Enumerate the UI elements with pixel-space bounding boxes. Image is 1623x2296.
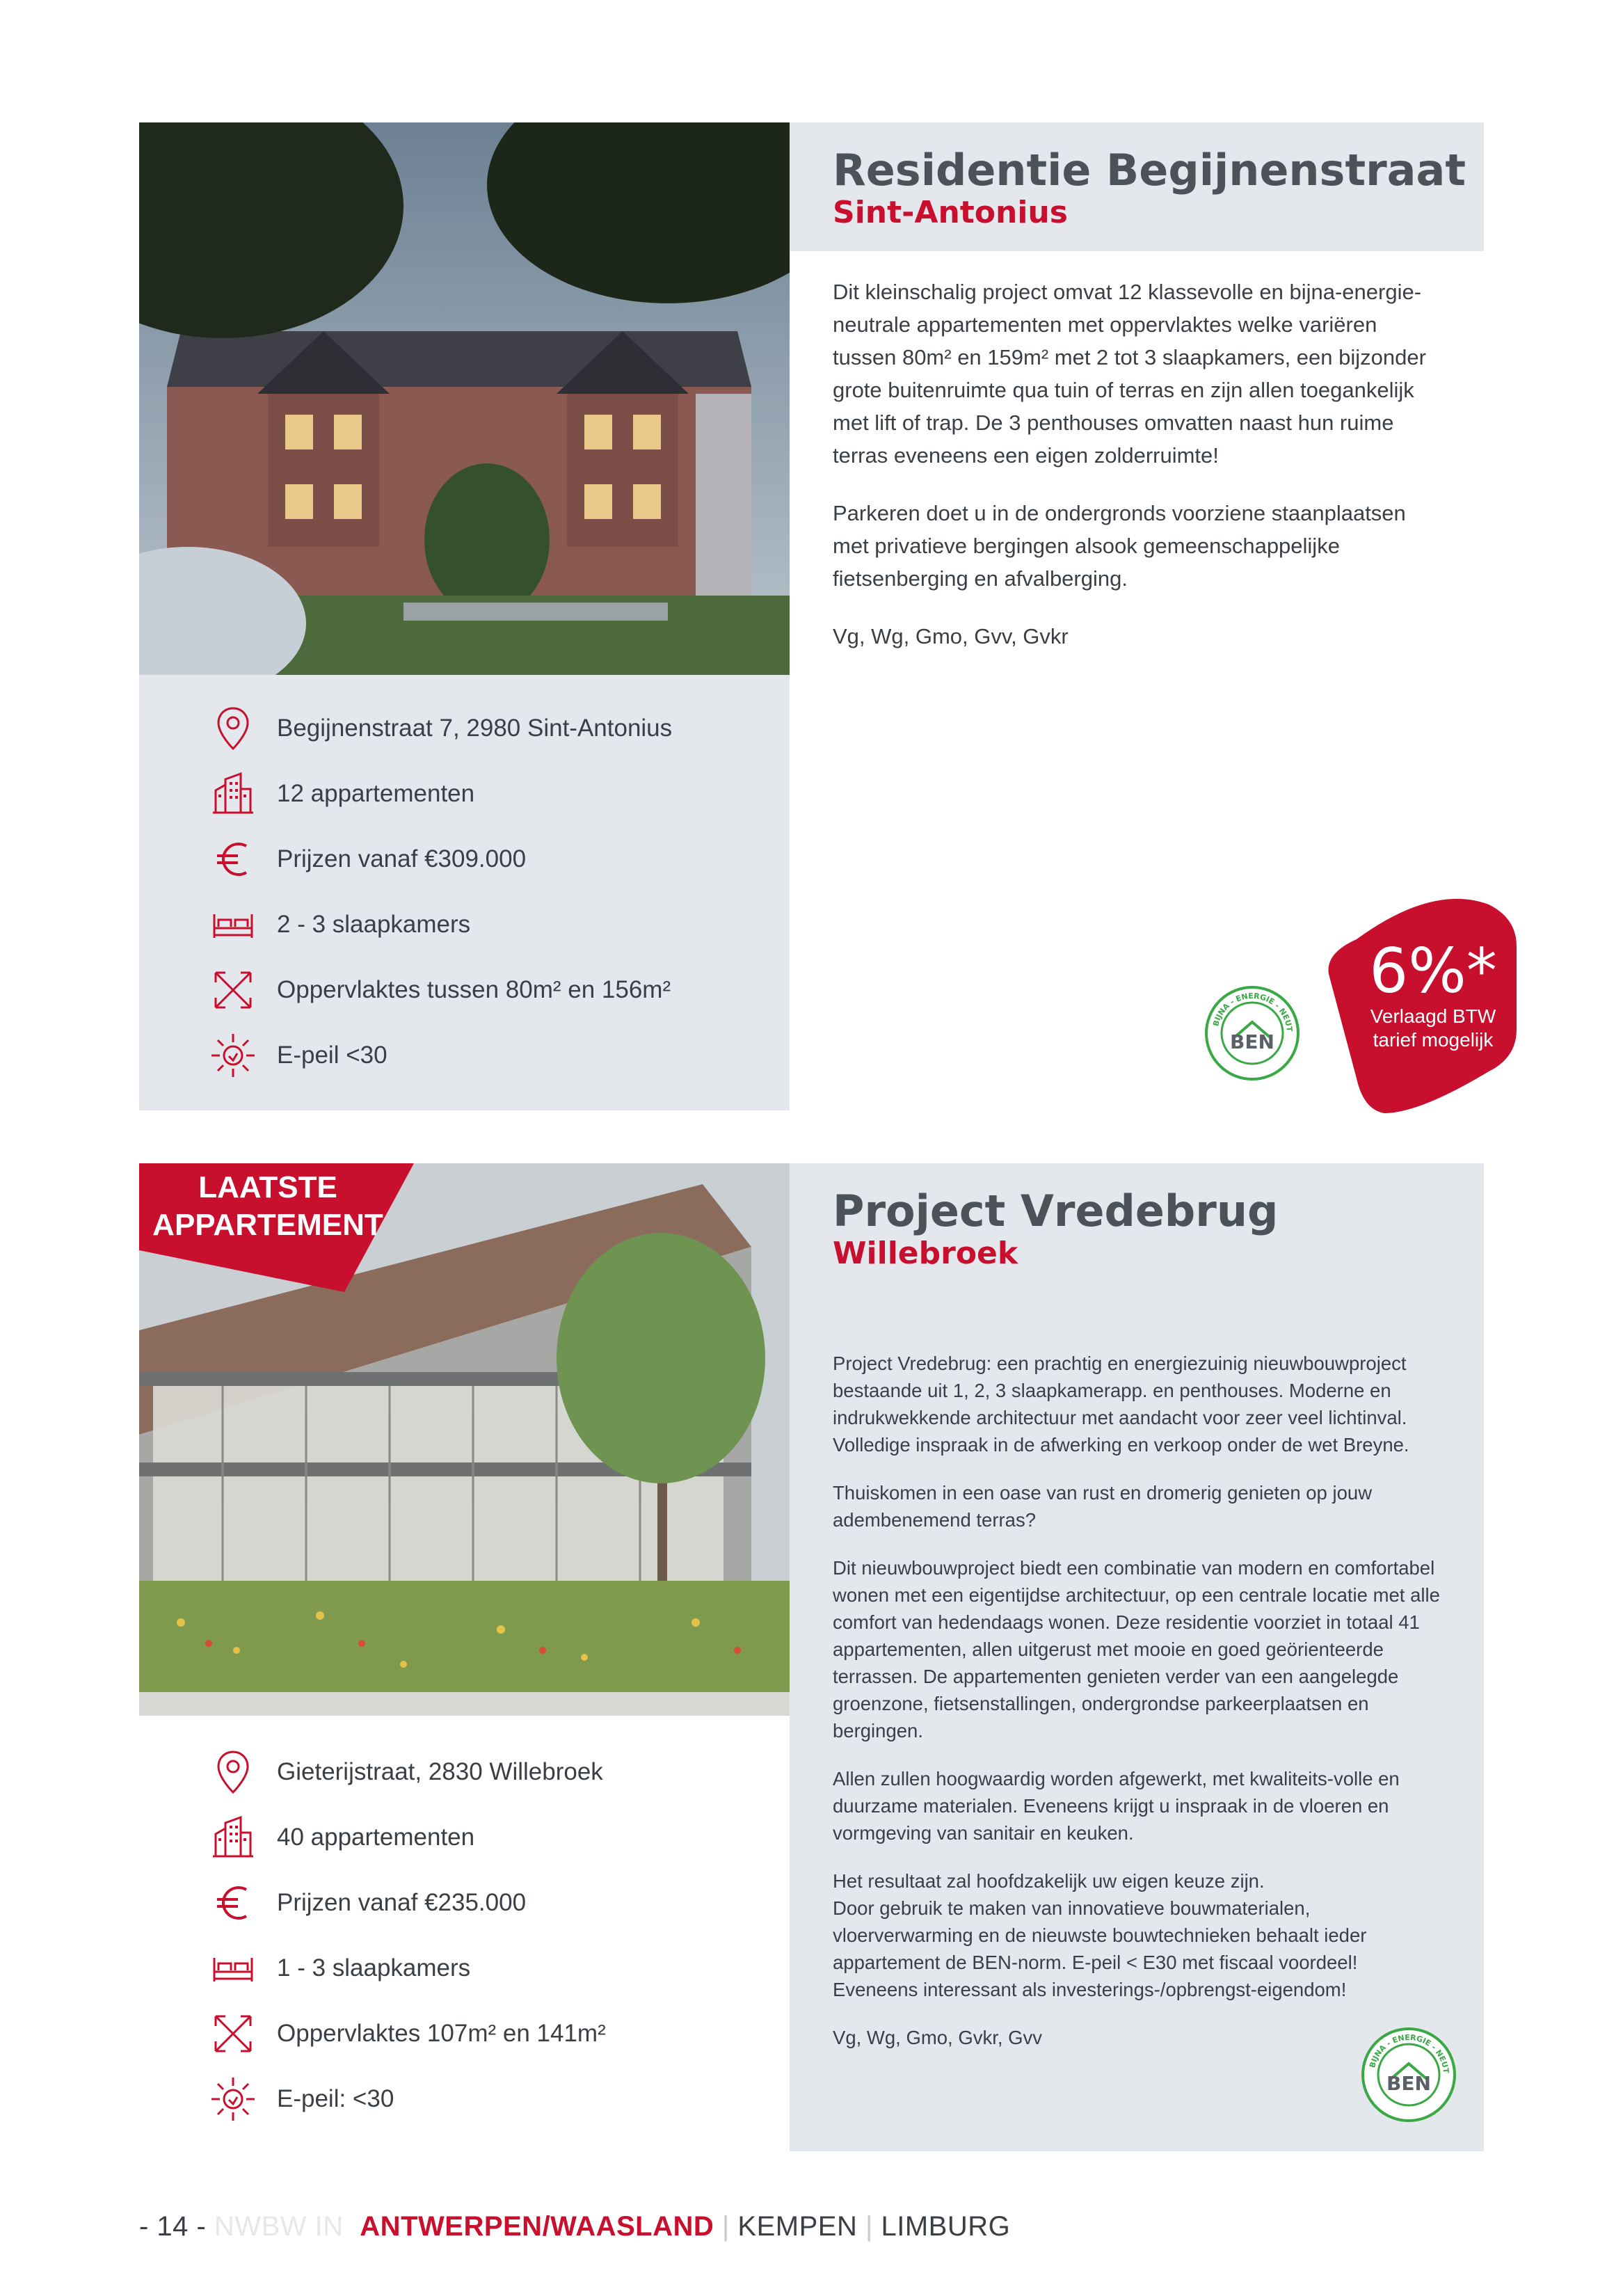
project2-paragraph: Thuiskomen in een oase van rust en dromerig genieten op jouw adembenemend terras? [833, 1482, 1373, 1531]
fact-price-text: Prijzen vanaf €309.000 [277, 845, 527, 872]
project1-facts [209, 696, 672, 1088]
expand-arrows-icon [209, 2009, 257, 2058]
project2-title: Project Vredebrug [833, 1186, 1279, 1236]
project2-paragraph: Vg, Wg, Gmo, Gvkr, Gvv [833, 2027, 1043, 2048]
footer-region-kempen[interactable]: KEMPEN [737, 2211, 858, 2242]
fact-price-text: Prijzen vanaf €235.000 [277, 1889, 527, 1916]
project2-photo [139, 1163, 790, 1716]
project2-facts [209, 1739, 606, 2132]
project2-paragraph: Het resultaat zal hoofdzakelijk uw eigen keuze zijn. Door gebruik te maken van innovatieve bouwmaterialen, vloerverwarming en de nieuwste bouwtechnieken behaalt ieder appartement de BEN-norm. E-peil < E30 met fiscaal voordeel! Eveneens interessant als investerings-/opbrengst-eigendom! [833, 1870, 1367, 2000]
footer-region-active[interactable]: ANTWERPEN/WAASLAND [360, 2211, 714, 2242]
euro-icon [209, 835, 257, 884]
page-number: - 14 - [139, 2211, 207, 2242]
fact-price [209, 1870, 606, 1936]
fact-epeil [209, 1023, 672, 1088]
footer-separator: | [721, 2211, 730, 2242]
project1-description [833, 276, 1431, 678]
bed-icon [209, 1944, 257, 1993]
ribbon-line1: LAATSTE [198, 1170, 337, 1204]
location-pin-icon [209, 704, 257, 753]
fact-epeil [209, 2066, 606, 2132]
fact-units-text: 12 appartementen [277, 780, 475, 807]
fact-surface-text: Oppervlaktes 107m² en 141m² [277, 2020, 606, 2047]
energy-sun-icon [209, 1031, 257, 1080]
vat-value: 6%* [1369, 935, 1497, 1007]
project1-paragraph: Vg, Wg, Gmo, Gvv, Gvkr [833, 624, 1069, 648]
expand-arrows-icon [209, 966, 257, 1014]
project1-facts-panel [139, 675, 790, 1110]
fact-address [209, 696, 672, 761]
project1-subtitle: Sint-Antonius [833, 195, 1068, 230]
page-footer [139, 2211, 1010, 2242]
location-pin-icon [209, 1748, 257, 1796]
project1-title: Residentie Begijnenstraat [833, 145, 1466, 196]
fact-epeil-text: E-peil: <30 [277, 2085, 394, 2112]
footer-prefix: NWBW IN [214, 2211, 344, 2242]
ben-logo [1360, 2026, 1457, 2127]
fact-address-text: Begijnenstraat 7, 2980 Sint-Antonius [277, 715, 673, 742]
ben-center-text: BEN [1386, 2072, 1431, 2095]
fact-address [209, 1739, 606, 1805]
fact-bedrooms [209, 1936, 606, 2001]
footer-region-limburg[interactable]: LIMBURG [881, 2211, 1011, 2242]
footer-separator: | [865, 2211, 873, 2242]
energy-sun-icon [209, 2075, 257, 2123]
fact-bedrooms-text: 1 - 3 slaapkamers [277, 1954, 471, 1982]
fact-surface [209, 2001, 606, 2066]
project2-description [833, 1350, 1445, 2072]
fact-bedrooms [209, 892, 672, 957]
fact-epeil-text: E-peil <30 [277, 1042, 387, 1069]
fact-units-text: 40 appartementen [277, 1824, 475, 1851]
fact-price [209, 827, 672, 892]
project1-paragraph: Parkeren doet u in de ondergronds voorziene staanplaatsen met privatieve bergingen alsook gemeenschappelijke fietsenberging en afvalberging. [833, 501, 1406, 591]
fact-units [209, 1805, 606, 1870]
ben-logo [1204, 984, 1301, 1085]
vat-line2: tarief mogelijk [1373, 1029, 1494, 1051]
ribbon-line2: APPARTEMENT [152, 1208, 383, 1242]
vat-badge [1308, 891, 1524, 1120]
fact-surface [209, 957, 672, 1023]
building-icon [209, 770, 257, 818]
fact-bedrooms-text: 2 - 3 slaapkamers [277, 911, 471, 938]
project1-paragraph: Dit kleinschalig project omvat 12 klassevolle en bijna-energie-neutrale appartementen met oppervlaktes welke variëren tussen 80m² en 159m² met 2 tot 3 slaapkamers, een bijzonder grote buitenruimte qua tuin of terras en zijn allen toegankelijk met lift of trap. De 3 penthouses omvatten naast hun ruime terras eveneens een eigen zolderruimte! [833, 280, 1426, 468]
fact-surface-text: Oppervlaktes tussen 80m² en 156m² [277, 976, 671, 1003]
bed-icon [209, 900, 257, 949]
project2-subtitle: Willebroek [833, 1236, 1018, 1271]
euro-icon [209, 1879, 257, 1927]
building-icon [209, 1813, 257, 1862]
project1-header [790, 122, 1484, 251]
ben-ring-text: BIJNA - ENERGIE - NEUT [1368, 2032, 1451, 2074]
fact-address-text: Gieterijstraat, 2830 Willebroek [277, 1758, 603, 1785]
project2-paragraph: Dit nieuwbouwproject biedt een combinatie van modern en comfortabel wonen met een eigentijdse architectuur, op een centrale locatie met alle comfort van hedendaags wonen. Deze residentie voorziet in totaal 41 appartementen, allen uitgerust met mooie en goed geörienteerde terrassen. De appartementen genieten verder van een aangelegde groenzone, fietsenstallingen, ondergrondse parkeerplaatsen en bergingen. [833, 1557, 1440, 1741]
ben-ring-text: BIJNA - ENERGIE - NEUT [1211, 991, 1295, 1033]
fact-units [209, 761, 672, 827]
project2-panel [790, 1163, 1484, 2151]
project1-photo [139, 122, 790, 675]
project2-paragraph: Allen zullen hoogwaardig worden afgewerkt, met kwaliteits-volle en duurzame materialen. Eveneens krijgt u inspraak in de vloeren en vormgeving van sanitair en keuken. [833, 1768, 1400, 1844]
vat-line1: Verlaagd BTW [1370, 1005, 1496, 1027]
ben-center-text: BEN [1230, 1030, 1274, 1053]
project2-paragraph: Project Vredebrug: een prachtig en energiezuinig nieuwbouwproject bestaande uit 1, 2, 3 slaapkamerapp. en penthouses. Moderne en indrukwekkende architectuur met aandacht voor zeer veel lichtinval. Volledige inspraak in de afwerking en verkoop onder de wet Breyne. [833, 1353, 1409, 1456]
